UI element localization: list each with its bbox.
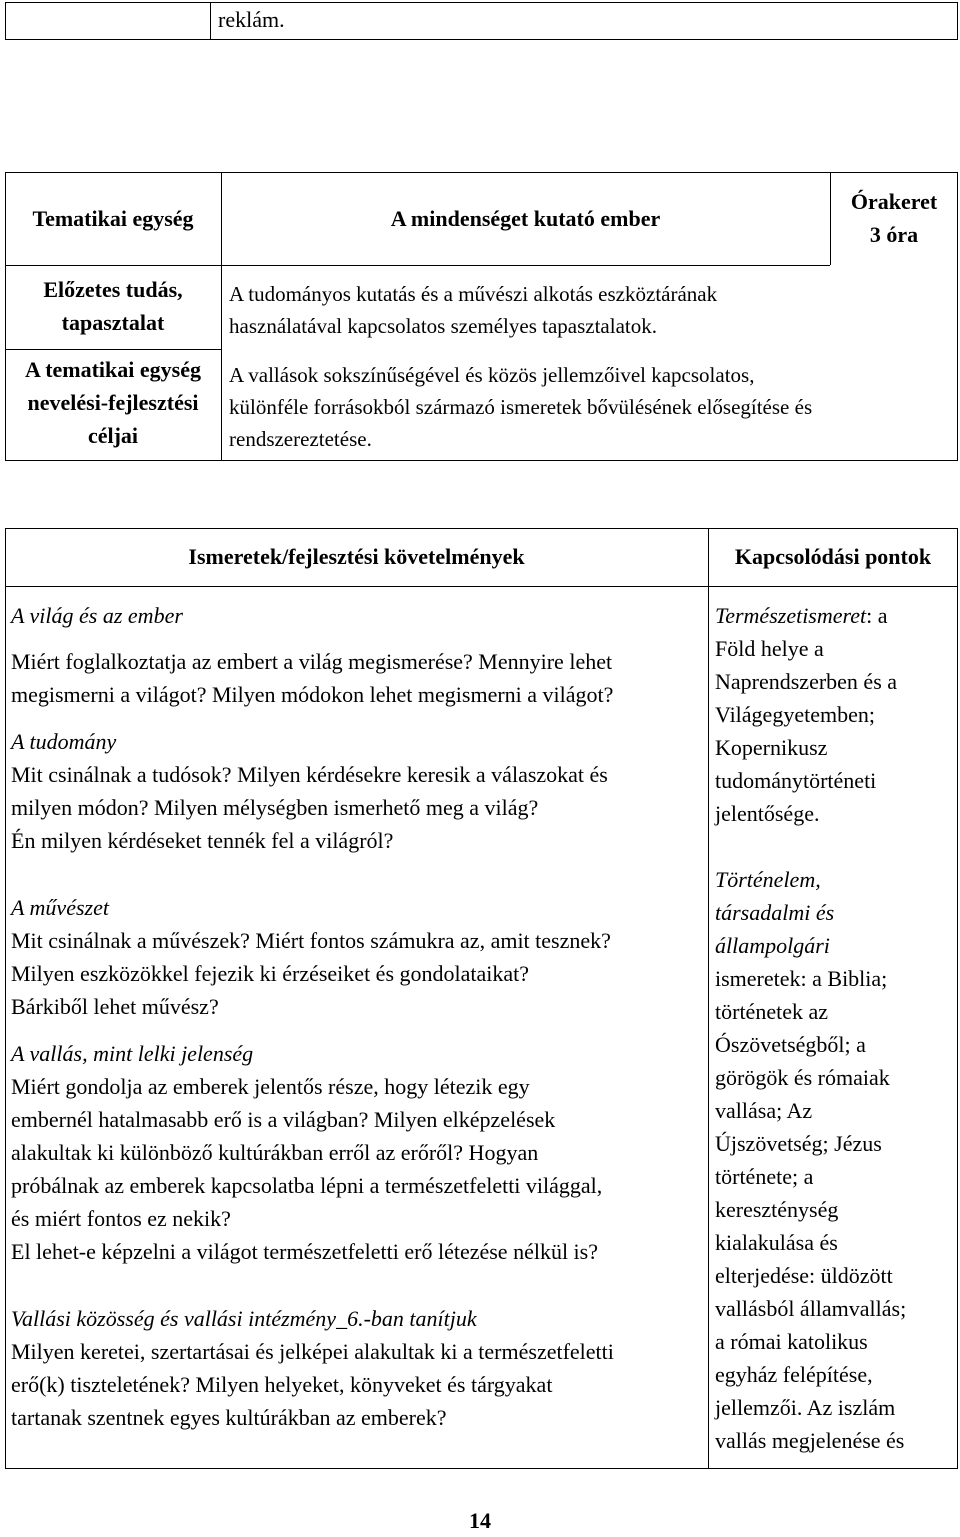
- requirements-right-content: [715, 599, 955, 1457]
- link-line-14: görögök és rómaiak: [715, 1065, 890, 1090]
- requirements-left-content: [11, 599, 705, 1434]
- link-line-1-rest: : a: [866, 603, 888, 628]
- unit-title: A mindenséget kutató ember: [390, 206, 661, 231]
- hours-label: Órakeret: [850, 189, 938, 214]
- religion-line-3: alakultak ki különböző kultúrákban erről az erőről? Hogyan: [11, 1140, 539, 1165]
- religion-line-2: embernél hatalmasabb erő is a világban? Milyen elképzelések: [11, 1107, 556, 1132]
- link-line-11: ismeretek: a Biblia;: [715, 966, 888, 991]
- link-line-25: vallás megjelenése és: [715, 1428, 905, 1453]
- link-line-5: Kopernikusz: [715, 735, 828, 760]
- prior-knowledge-label-l2: tapasztalat: [61, 310, 165, 335]
- unit-label: Tematikai egység: [32, 206, 194, 231]
- requirements-header-divider: [5, 586, 958, 587]
- link-line-18: kereszténység: [715, 1197, 839, 1222]
- link-line-12: történetek az: [715, 999, 828, 1024]
- link-line-15: vallása; Az: [715, 1098, 813, 1123]
- link-line-21: vallásból államvallás;: [715, 1296, 907, 1321]
- world-line-2: megismerni a világot? Milyen módokon lehet megismerni a világot?: [11, 682, 614, 707]
- religion-line-1: Miért gondolja az emberek jelentős része, hogy létezik egy: [11, 1074, 530, 1099]
- goals-label-l2: nevelési-fejlesztési: [27, 390, 199, 415]
- goals-text-l2: különféle forrásokból származó ismeretek bővülésének elősegítése és: [229, 395, 813, 419]
- science-line-3: Én milyen kérdéseket tennék fel a világról?: [11, 828, 394, 853]
- prior-knowledge-text-l2: használatával kapcsolatos személyes tapasztalatok.: [229, 314, 657, 338]
- prior-knowledge-label-l1: Előzetes tudás,: [43, 277, 183, 302]
- link-line-2: Föld helye a: [715, 636, 824, 661]
- art-line-3: Bárkiből lehet művész?: [11, 994, 219, 1019]
- link-line-20: elterjedése: üldözött: [715, 1263, 893, 1288]
- link-line-17: története; a: [715, 1164, 814, 1189]
- link-line-22: a római katolikus: [715, 1329, 868, 1354]
- top-row-box: [5, 2, 958, 40]
- goals-label: [5, 353, 221, 452]
- link-line-16: Újszövetség; Jézus: [715, 1131, 882, 1156]
- goals-text: [229, 359, 812, 455]
- section-heading-community: Vallási közösség és vallási intézmény_6.-ban tanítjuk: [11, 1306, 477, 1331]
- link-line-3: Naprendszerben és a: [715, 669, 898, 694]
- prior-knowledge-text: [229, 278, 717, 342]
- top-row-divider: [210, 2, 211, 40]
- section-heading-art: A művészet: [11, 895, 109, 920]
- prior-knowledge-text-l1: A tudományos kutatás és a művészi alkotás eszköztárának: [229, 282, 718, 306]
- community-line-1: Milyen keretei, szertartásai és jelképei alakultak ki a természetfeletti: [11, 1339, 614, 1364]
- prior-knowledge-label: [5, 273, 221, 339]
- link-subject-history-3: állampolgári: [715, 933, 830, 958]
- section-heading-world: A világ és az ember: [11, 603, 183, 628]
- link-line-6: tudománytörténeti: [715, 768, 877, 793]
- link-subject-history-2: társadalmi és: [715, 900, 835, 925]
- top-row-text: reklám.: [218, 7, 285, 32]
- community-line-2: erő(k) tiszteletének? Milyen helyeket, könyveket és tárgyakat: [11, 1372, 553, 1397]
- community-line-3: tartanak szentnek egyes kultúrákban az emberek?: [11, 1405, 447, 1430]
- requirements-header-right: Kapcsolódási pontok: [734, 544, 932, 569]
- unit-table-row-divider-1b: [5, 265, 221, 266]
- section-heading-religion: A vallás, mint lelki jelenség: [11, 1041, 254, 1066]
- goals-text-l1: A vallások sokszínűségével és közös jellemzőivel kapcsolatos,: [229, 363, 755, 387]
- religion-line-5: és miért fontos ez nekik?: [11, 1206, 231, 1231]
- unit-table-row-divider-2: [5, 349, 221, 350]
- goals-label-l1: A tematikai egység: [25, 357, 201, 382]
- religion-line-4: próbálnak az emberek kapcsolatba lépni a természetfeletti világgal,: [11, 1173, 603, 1198]
- link-line-4: Világegyetemben;: [715, 702, 875, 727]
- link-line-13: Ószövetségből; a: [715, 1032, 866, 1057]
- requirements-col-divider: [708, 528, 709, 1469]
- art-line-2: Milyen eszközökkel fejezik ki érzéseiket és gondolataikat?: [11, 961, 530, 986]
- science-line-2: milyen módon? Milyen mélységben ismerhető meg a világ?: [11, 795, 539, 820]
- link-line-23: egyház felépítése,: [715, 1362, 873, 1387]
- goals-label-l3: céljai: [87, 423, 139, 448]
- link-subject-history-1: Történelem,: [715, 867, 821, 892]
- art-line-1: Mit csinálnak a művészek? Miért fontos számukra az, amit tesznek?: [11, 928, 611, 953]
- religion-line-6: El lehet-e képzelni a világot természetfeletti erő létezése nélkül is?: [11, 1239, 598, 1264]
- link-line-7: jelentősége.: [715, 801, 820, 826]
- requirements-header-left: Ismeretek/fejlesztési követelmények: [188, 544, 525, 569]
- hours-value: 3 óra: [869, 222, 919, 247]
- page-number: 14: [469, 1508, 491, 1533]
- goals-text-l3: rendszereztetése.: [229, 427, 372, 451]
- link-line-19: kialakulása és: [715, 1230, 838, 1255]
- link-line-24: jellemzői. Az iszlám: [715, 1395, 896, 1420]
- world-line-1: Miért foglalkoztatja az embert a világ megismerése? Mennyire lehet: [11, 649, 613, 674]
- science-line-1: Mit csinálnak a tudósok? Milyen kérdésekre keresik a válaszokat és: [11, 762, 608, 787]
- link-subject-science: Természetismeret: [715, 603, 867, 628]
- link-line-1: [715, 599, 955, 632]
- section-heading-science: A tudomány: [11, 729, 117, 754]
